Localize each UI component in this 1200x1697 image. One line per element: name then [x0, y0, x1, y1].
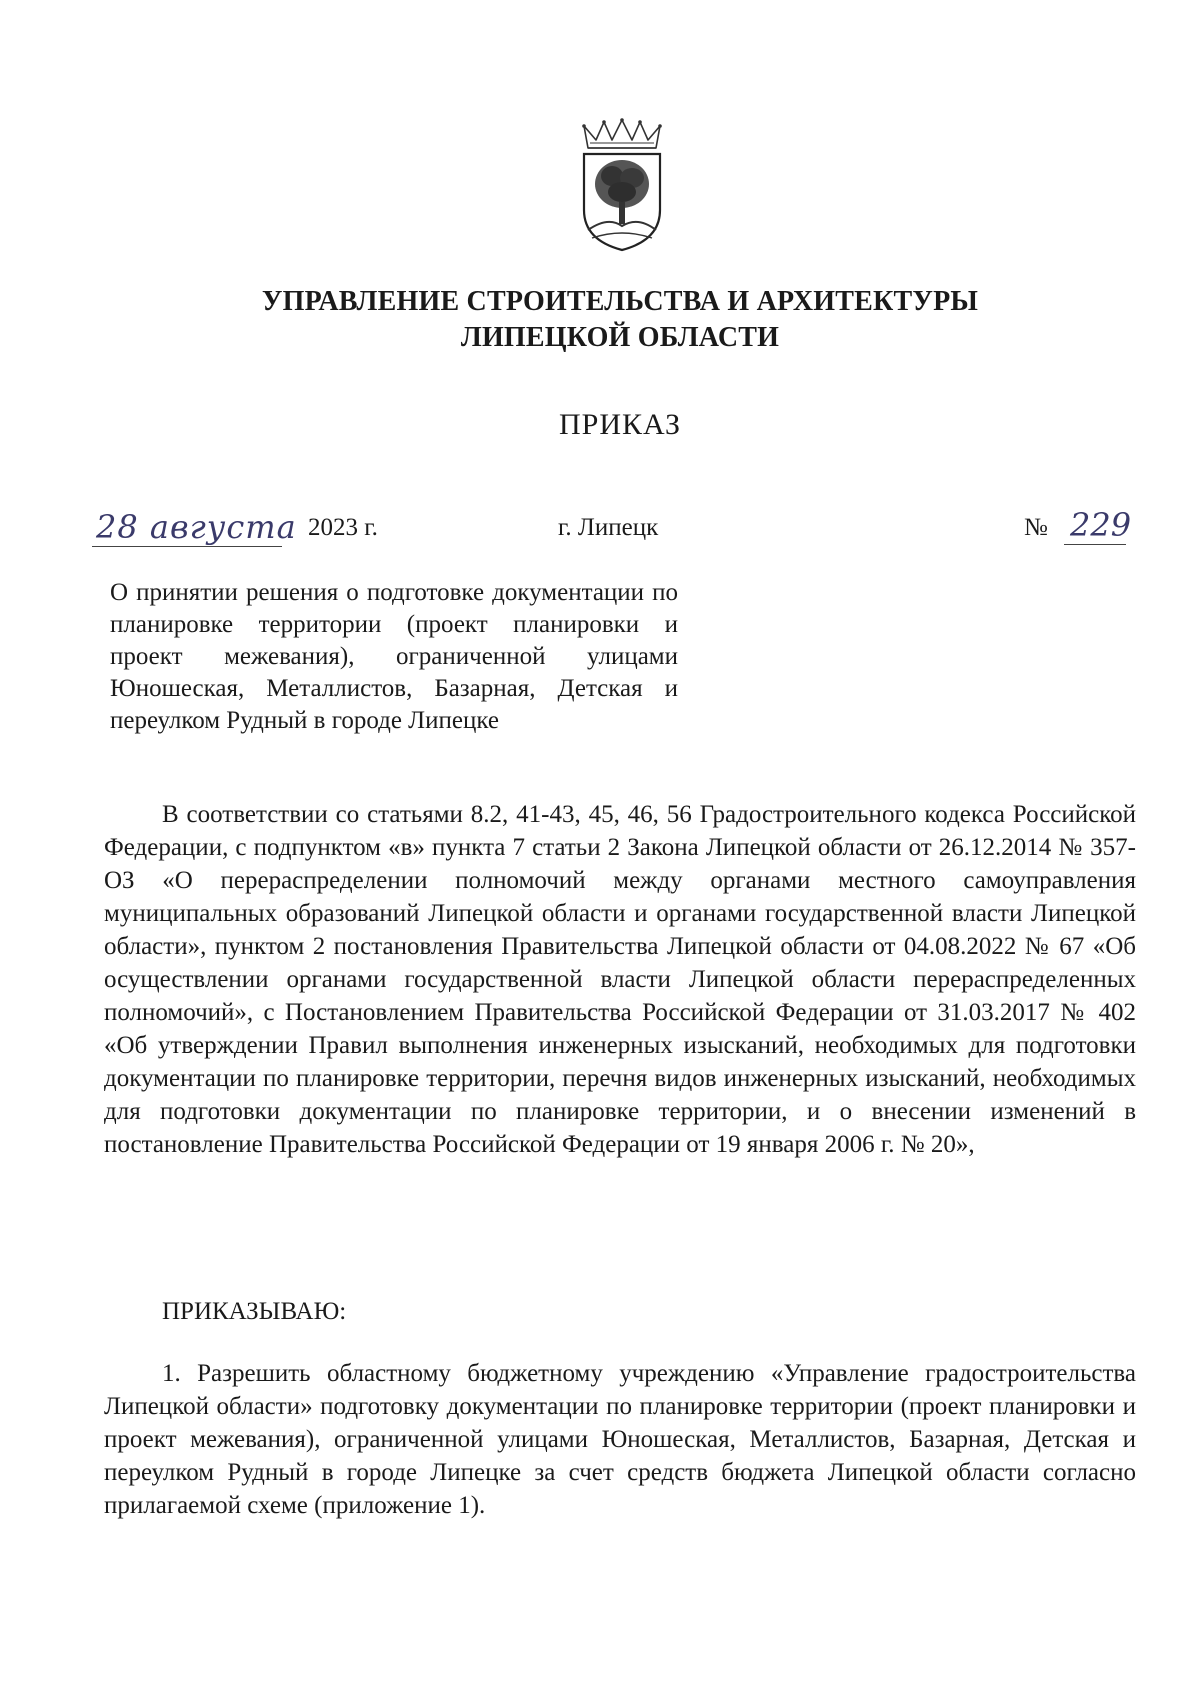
- date-underline: [92, 546, 282, 547]
- organization-name-line: УПРАВЛЕНИЕ СТРОИТЕЛЬСТВА И АРХИТЕКТУРЫ: [261, 286, 979, 317]
- city-name: г. Липецк: [558, 514, 659, 541]
- organization-name-line: ЛИПЕЦКОЙ ОБЛАСТИ: [460, 322, 780, 353]
- handwritten-number: 229: [1070, 506, 1132, 544]
- number-sign: №: [1024, 514, 1048, 541]
- number-underline: [1064, 544, 1126, 545]
- order-item: 1. Разрешить областному бюджетному учреждению «Управление градостроительства Липецкой области» подготовку документации по планировке территории (проект планировки и проект межевания), ограниченной улицами Юношеская, Металлистов, Базарная, Детская и переулком Рудный в городе Липецке за счет средств бюджета Липецкой области согласно прилагаемой схеме (приложение 1).: [104, 1360, 1136, 1519]
- date-year: 2023 г.: [308, 514, 378, 541]
- coat-of-arms-icon: [578, 118, 666, 252]
- document-type: ПРИКАЗ: [559, 408, 681, 441]
- handwritten-date: 28 августа: [96, 508, 297, 546]
- order-subject: О принятии решения о подготовке документации по планировке территории (проект планировки и проект межевания), ограниченной улицами Юношеская, Металлистов, Базарная, Детская и переулком Рудный в городе Липецке: [110, 579, 678, 734]
- order-keyword: ПРИКАЗЫВАЮ:: [162, 1298, 347, 1325]
- preamble-paragraph: В соответствии со статьями 8.2, 41-43, 45, 46, 56 Градостроительного кодекса Российской Федерации, с подпунктом «в» пункта 7 статьи 2 Закона Липецкой области от 26.12.2014 № 357-ОЗ «О перераспределении полномочий между органами местного самоуправления муниципальных образований Липецкой области и органами государственной власти Липецкой области», пунктом 2 постановления Правительства Липецкой области от 04.08.2022 № 67 «Об осуществлении органами государственной власти Липецкой области перераспределенных полномочий», с Постановлением Правительства Российской Федерации от 31.03.2017 № 402 «Об утверждении Правил выполнения инженерных изысканий, необходимых для подготовки документации по планировке территории, перечня видов инженерных изысканий, необходимых для подготовки документации по планировке территории, и о внесении изменений в постановление Правительства Российской Федерации от 19 января 2006 г. № 20»,: [104, 801, 1136, 1158]
- organization-name: [0, 284, 1200, 356]
- date-number-line: [0, 506, 1200, 558]
